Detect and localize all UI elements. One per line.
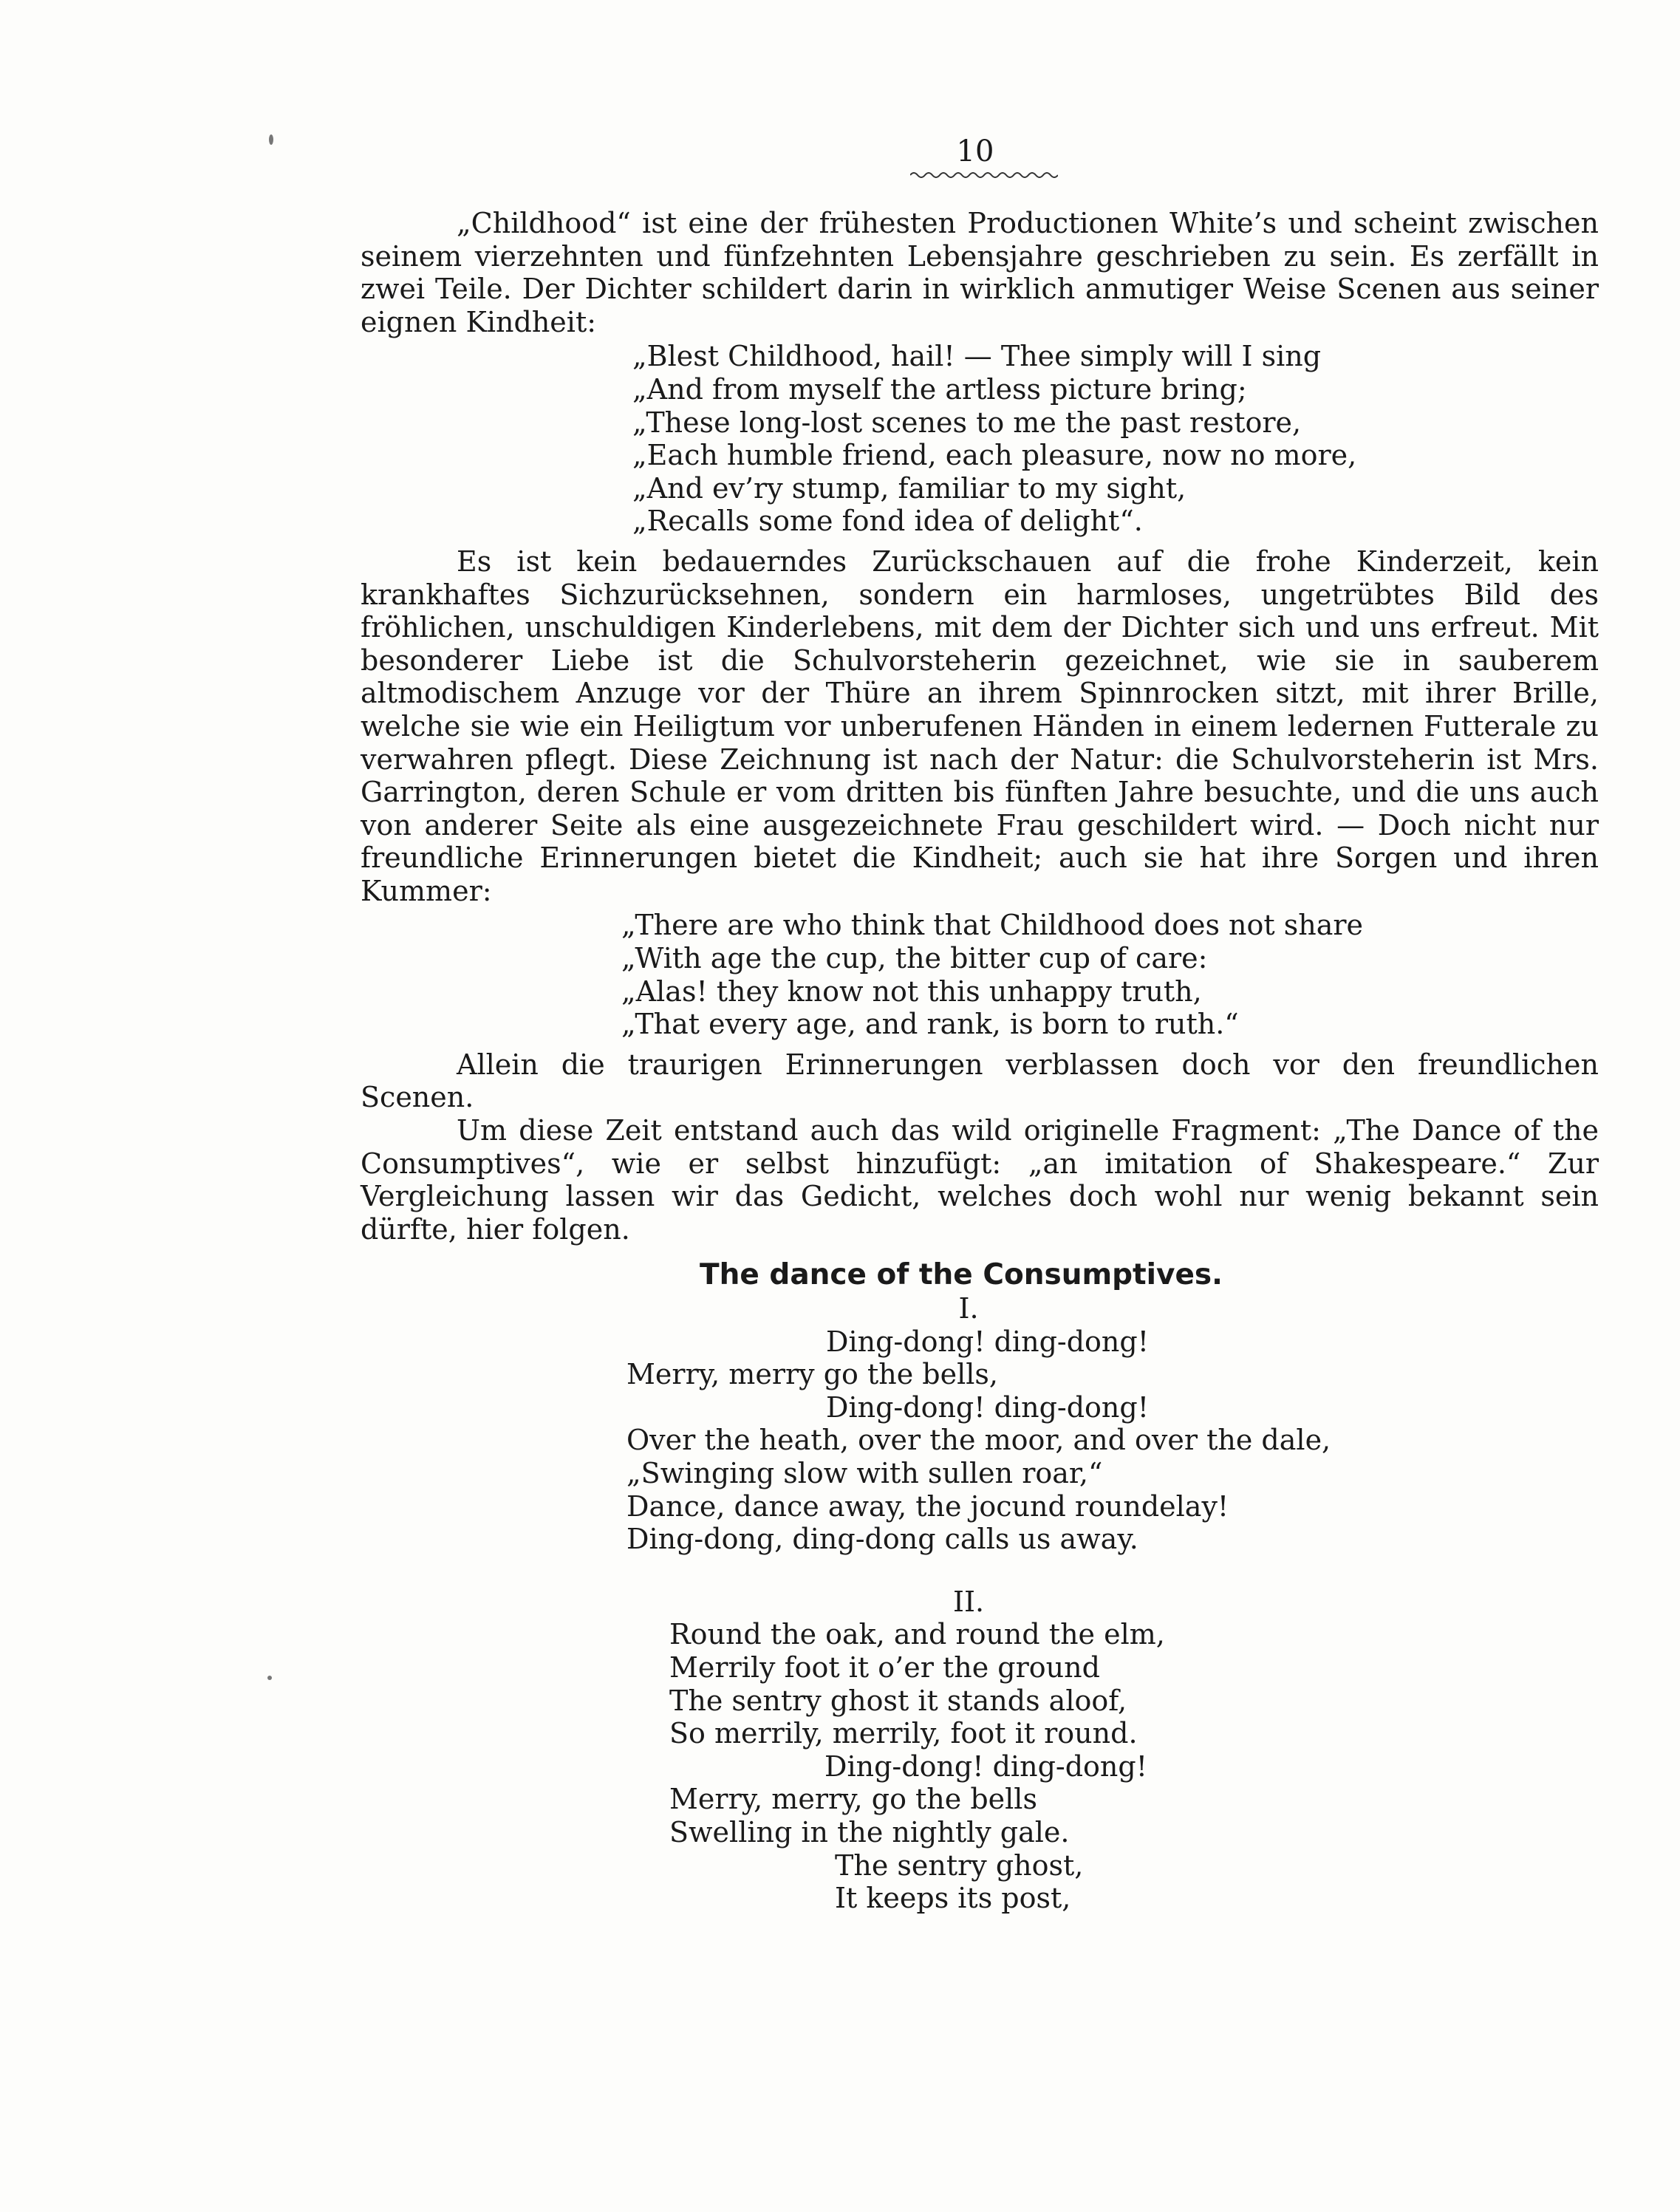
verse-line: „With age the cup, the bitter cup of care: [621,942,1208,975]
quoted-verse-care [361,909,1599,1040]
poem-line: The sentry ghost, [835,1849,1084,1882]
page-number: 10 [956,134,994,168]
closing-paragraph-2: Um diese Zeit entstand auch das wild originelle Fragment: „The Dance of the Consumptives“, wie er selbst hinzufügt: „an imitation of Shakespeare.“ Zur Vergleichung lassen wir das Gedicht, welches doch wohl nur wenig bekannt sein dürfte, hier folgen. [361,1114,1599,1246]
decorative-ornament [910,168,1058,182]
poem-line: It keeps its post, [835,1882,1071,1915]
page-body [361,207,1599,1915]
poem-line: Ding-dong, ding-dong calls us away. [626,1523,1138,1556]
verse-line: „Recalls some fond idea of delight“. [632,505,1143,538]
verse-line: „Blest Childhood, hail! — Thee simply will I sing [632,340,1322,373]
body-paragraph: Es ist kein bedauerndes Zurückschauen auf die frohe Kinderzeit, kein krankhaftes Sichzurücksehnen, sondern ein harmloses, ungetrübtes Bild des fröhlichen, unschuldigen Kinderlebens, mit dem der Dichter sich und uns erfreut. Mit besonderer Liebe ist die Schulvorsteherin gezeichnet, wie sie in sauberem altmodischem Anzuge vor der Thüre an ihrem Spinnrocken sitzt, mit ihrer Brille, welche sie wie ein Heiligtum vor unberufenen Händen in einem ledernen Futterale zu verwahren pflegt. Diese Zeichnung ist nach der Natur: die Schulvorsteherin ist Mrs. Garrington, deren Schule er vom dritten bis fünften Jahre besuchte, und die uns auch von anderer Seite als eine ausgezeichnete Frau geschildert wird. — Doch nicht nur freundliche Erinnerungen bietet die Kindheit; auch sie hat ihre Sorgen und ihren Kummer: [361,545,1599,907]
verse-line: „That every age, and rank, is born to ruth.“ [621,1008,1239,1041]
verse-line: „And from myself the artless picture bring; [632,372,1247,406]
poem-line: „Swinging slow with sullen roar,“ [626,1456,1103,1489]
closing-paragraph-1: Allein die traurigen Erinnerungen verblassen doch vor den freundlichen Scenen. [361,1048,1599,1114]
verse-line: „These long-lost scenes to me the past restore, [632,406,1302,439]
quoted-verse-childhood [361,340,1599,538]
verse-line: „And ev’ry stump, familiar to my sight, [632,471,1186,505]
poem-line: So merrily, merrily, foot it round. [669,1717,1138,1750]
intro-paragraph: „Childhood“ ist eine der frühesten Productionen White’s und scheint zwischen seinem vierzehnten und fünfzehnten Lebensjahre geschrieben zu sein. Es zerfällt in zwei Teile. Der Dichter schildert darin in wirklich anmutiger Weise Scenen aus seiner eignen Kindheit: [361,207,1599,338]
verse-line: „Alas! they know not this unhappy truth, [621,974,1202,1008]
poem-stanza-2 [361,1618,1599,1914]
stanza-number: I. [958,1292,979,1325]
poem-stanza-1 [361,1325,1599,1556]
verse-line: „Each humble friend, each pleasure, now no more, [632,439,1357,472]
poem-line: Dance, dance away, the jocund roundelay! [626,1489,1229,1523]
poem-line: Merry, merry, go the bells [669,1783,1037,1816]
paper-speck [267,1676,272,1680]
poem-line: Round the oak, and round the elm, [669,1618,1165,1651]
poem-line: Swelling in the nightly gale. [669,1815,1070,1849]
poem-line: Ding-dong! ding-dong! [826,1325,1149,1358]
poem-line: Ding-dong! ding-dong! [824,1750,1147,1783]
poem-title: The dance of the Consumptives. [700,1258,1223,1292]
stanza-gap [361,1556,1599,1585]
poem-line: Ding-dong! ding-dong! [826,1390,1149,1424]
stanza-number: II. [952,1585,985,1618]
poem-line: Over the heath, over the moor, and over the dale, [626,1424,1331,1457]
paper-speck [269,134,273,145]
poem-line: The sentry ghost it stands aloof, [669,1684,1127,1717]
poem-line: Merry, merry go the bells, [626,1358,998,1391]
poem-line: Merrily foot it o’er the ground [669,1651,1100,1684]
verse-line: „There are who think that Childhood does not share [621,909,1364,942]
